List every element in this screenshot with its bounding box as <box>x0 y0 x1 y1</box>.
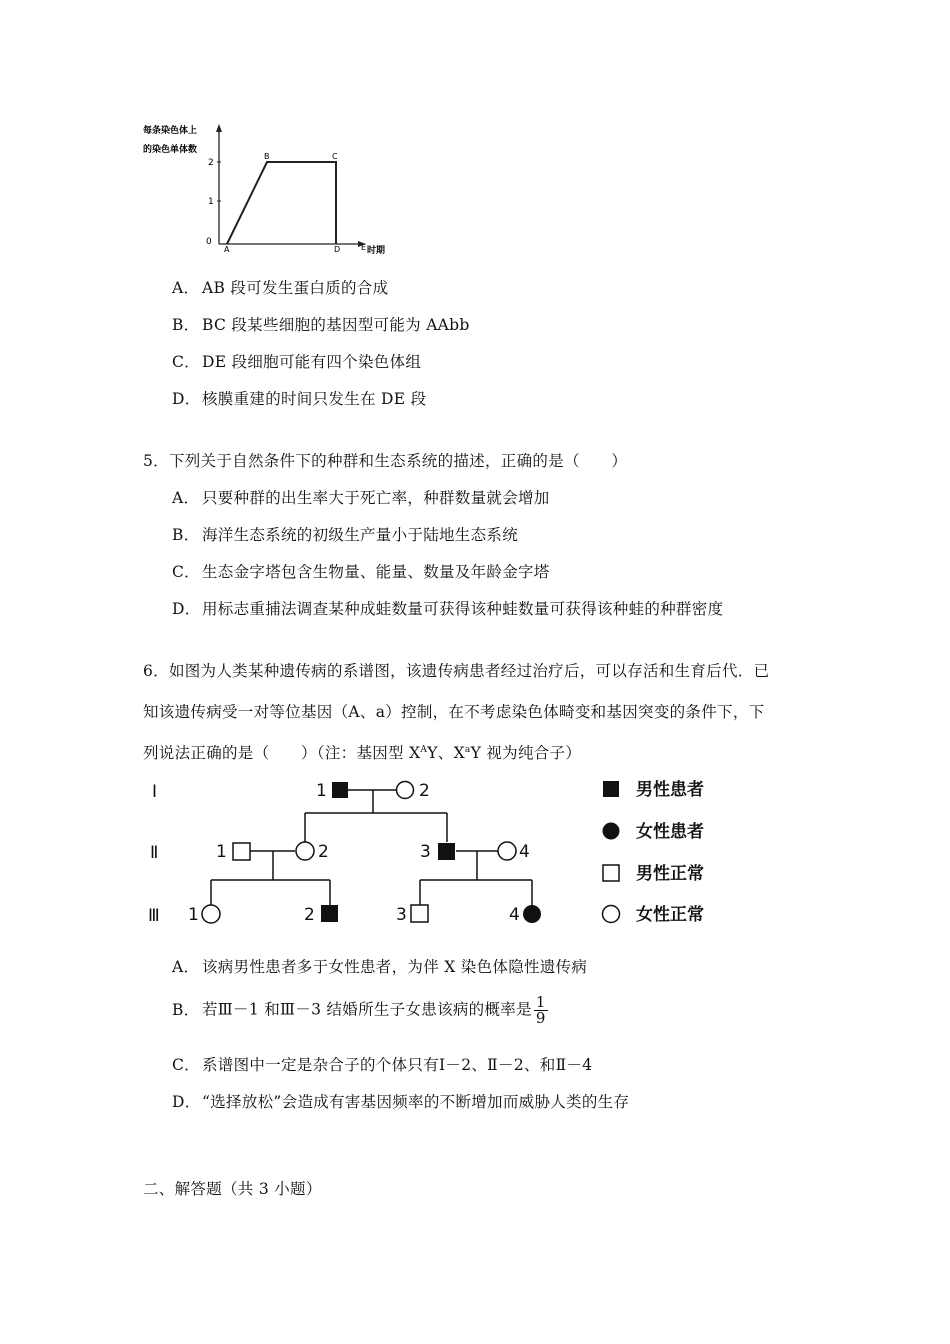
graph-ylabel-2: 的染色单体数 <box>143 145 198 155</box>
option-letter: A． <box>172 279 200 297</box>
option-letter: C． <box>172 353 200 371</box>
gen-label-3: Ⅲ <box>148 906 160 926</box>
option-letter: C． <box>172 563 200 581</box>
graph-ylabel-1: 每条染色体上 <box>143 126 198 136</box>
fraction-one-ninth <box>534 995 548 1026</box>
option-letter: B． <box>172 316 200 334</box>
option-text: 只要种群的出生率大于死亡率，种群数量就会增加 <box>202 489 550 507</box>
option-letter: D． <box>172 600 201 618</box>
legend-normal-male: 男性正常 <box>636 864 704 884</box>
q4-option-a <box>172 276 388 298</box>
gen-label-1: Ⅰ <box>152 782 158 802</box>
individual-I-2 <box>397 782 414 799</box>
graph-curve <box>227 162 336 244</box>
legend-normal-female: 女性正常 <box>636 905 704 925</box>
q5-option-c <box>172 560 550 582</box>
sup-A: A <box>420 744 428 755</box>
num-III-3: 3 <box>396 905 407 925</box>
option-text: AB 段可发生蛋白质的合成 <box>202 279 389 297</box>
individual-II-1 <box>233 843 250 860</box>
sup-a: a <box>464 744 471 755</box>
option-text: 系谱图中一定是杂合子的个体只有Ⅰ－2、Ⅱ－2、和Ⅱ－4 <box>202 1056 593 1074</box>
q6-stem-line2: 知该遗传病受一对等位基因（A、a）控制，在不考虑染色体畸变和基因突变的条件下，下 <box>143 703 765 721</box>
section-2-heading: 二、解答题（共 3 小题） <box>143 1180 322 1198</box>
graph-point-A: A <box>224 245 230 254</box>
individual-III-2 <box>321 905 338 922</box>
option-letter: D． <box>172 390 201 408</box>
q6-stem-part3: Y 视为纯合子） <box>470 744 582 762</box>
num-II-1: 1 <box>216 842 227 862</box>
option-letter: A． <box>172 958 200 976</box>
option-letter: B． <box>172 1000 200 1019</box>
graph-ytick-2: 2 <box>208 158 214 168</box>
individual-II-2 <box>296 842 314 860</box>
option-letter: B． <box>172 526 200 544</box>
q6-stem-line1: 6．如图为人类某种遗传病的系谱图，该遗传病患者经过治疗后，可以存活和生育后代．已 <box>143 662 770 680</box>
option-text: DE 段细胞可能有四个染色体组 <box>202 353 422 371</box>
option-text: “选择放松”会造成有害基因频率的不断增加而威胁人类的生存 <box>202 1093 630 1111</box>
option-letter: D． <box>172 1093 201 1111</box>
graph-xlabel: 时期 <box>367 246 386 256</box>
option-text: 海洋生态系统的初级生产量小于陆地生态系统 <box>202 526 519 544</box>
pedigree-chart <box>140 770 740 945</box>
q5-option-d <box>172 597 723 619</box>
graph-ytick-0: 0 <box>206 237 212 247</box>
graph-ytick-1: 1 <box>208 197 214 207</box>
q6-stem-part2: Y、X <box>427 744 465 762</box>
q6-option-a <box>172 955 587 977</box>
num-II-3: 3 <box>420 842 431 862</box>
q5-option-a <box>172 486 550 508</box>
legend-normal-female-icon <box>603 906 620 923</box>
q4-option-b <box>172 313 470 335</box>
fraction-denominator: 9 <box>535 1009 546 1027</box>
individual-III-4 <box>523 905 541 923</box>
q5-stem: 5．下列关于自然条件下的种群和生态系统的描述，正确的是（ ） <box>143 452 628 470</box>
option-text: 用标志重捕法调查某种成蛙数量可获得该种蛙数量可获得该种蛙的种群密度 <box>202 600 724 618</box>
legend-affected-female-icon <box>603 823 620 840</box>
num-II-4: 4 <box>519 842 530 862</box>
option-text: 核膜重建的时间只发生在 DE 段 <box>202 390 427 408</box>
legend-normal-male-icon <box>603 865 619 881</box>
individual-III-3 <box>411 905 428 922</box>
q4-option-c <box>172 350 421 372</box>
legend-affected-male-icon <box>603 781 619 797</box>
q4-option-d <box>172 387 426 409</box>
option-letter: A． <box>172 489 200 507</box>
q6-option-d <box>172 1090 629 1112</box>
num-I-2: 2 <box>419 781 430 801</box>
individual-II-3 <box>438 843 455 860</box>
q6-option-c <box>172 1053 592 1075</box>
option-text: 生态金字塔包含生物量、能量、数量及年龄金字塔 <box>202 563 550 581</box>
chromatid-graph <box>140 120 400 260</box>
graph-point-E: E <box>361 243 367 252</box>
legend-affected-male: 男性患者 <box>636 780 704 800</box>
individual-II-4 <box>498 842 516 860</box>
q5-option-b <box>172 523 518 545</box>
option-text: 该病男性患者多于女性患者，为伴 X 染色体隐性遗传病 <box>202 958 588 976</box>
graph-point-C: C <box>332 152 338 161</box>
num-II-2: 2 <box>318 842 329 862</box>
q6-stem-part1: 列说法正确的是（ ）（注：基因型 X <box>143 744 421 762</box>
num-I-1: 1 <box>316 781 327 801</box>
individual-I-1 <box>332 782 348 798</box>
num-III-4: 4 <box>509 905 520 925</box>
q6-stem-line3 <box>143 741 581 763</box>
gen-label-2: Ⅱ <box>150 843 159 863</box>
graph-point-B: B <box>264 152 270 161</box>
legend-affected-female: 女性患者 <box>636 822 704 842</box>
option-text: BC 段某些细胞的基因型可能为 AAbb <box>202 316 470 334</box>
num-III-1: 1 <box>188 905 199 925</box>
q6-option-b <box>172 995 548 1026</box>
option-letter: C． <box>172 1056 200 1074</box>
option-text: 若Ⅲ－1 和Ⅲ－3 结婚所生子女患该病的概率是 <box>202 1000 532 1019</box>
fraction-numerator: 1 <box>535 993 546 1011</box>
graph-point-D: D <box>334 245 341 254</box>
num-III-2: 2 <box>304 905 315 925</box>
individual-III-1 <box>202 905 220 923</box>
